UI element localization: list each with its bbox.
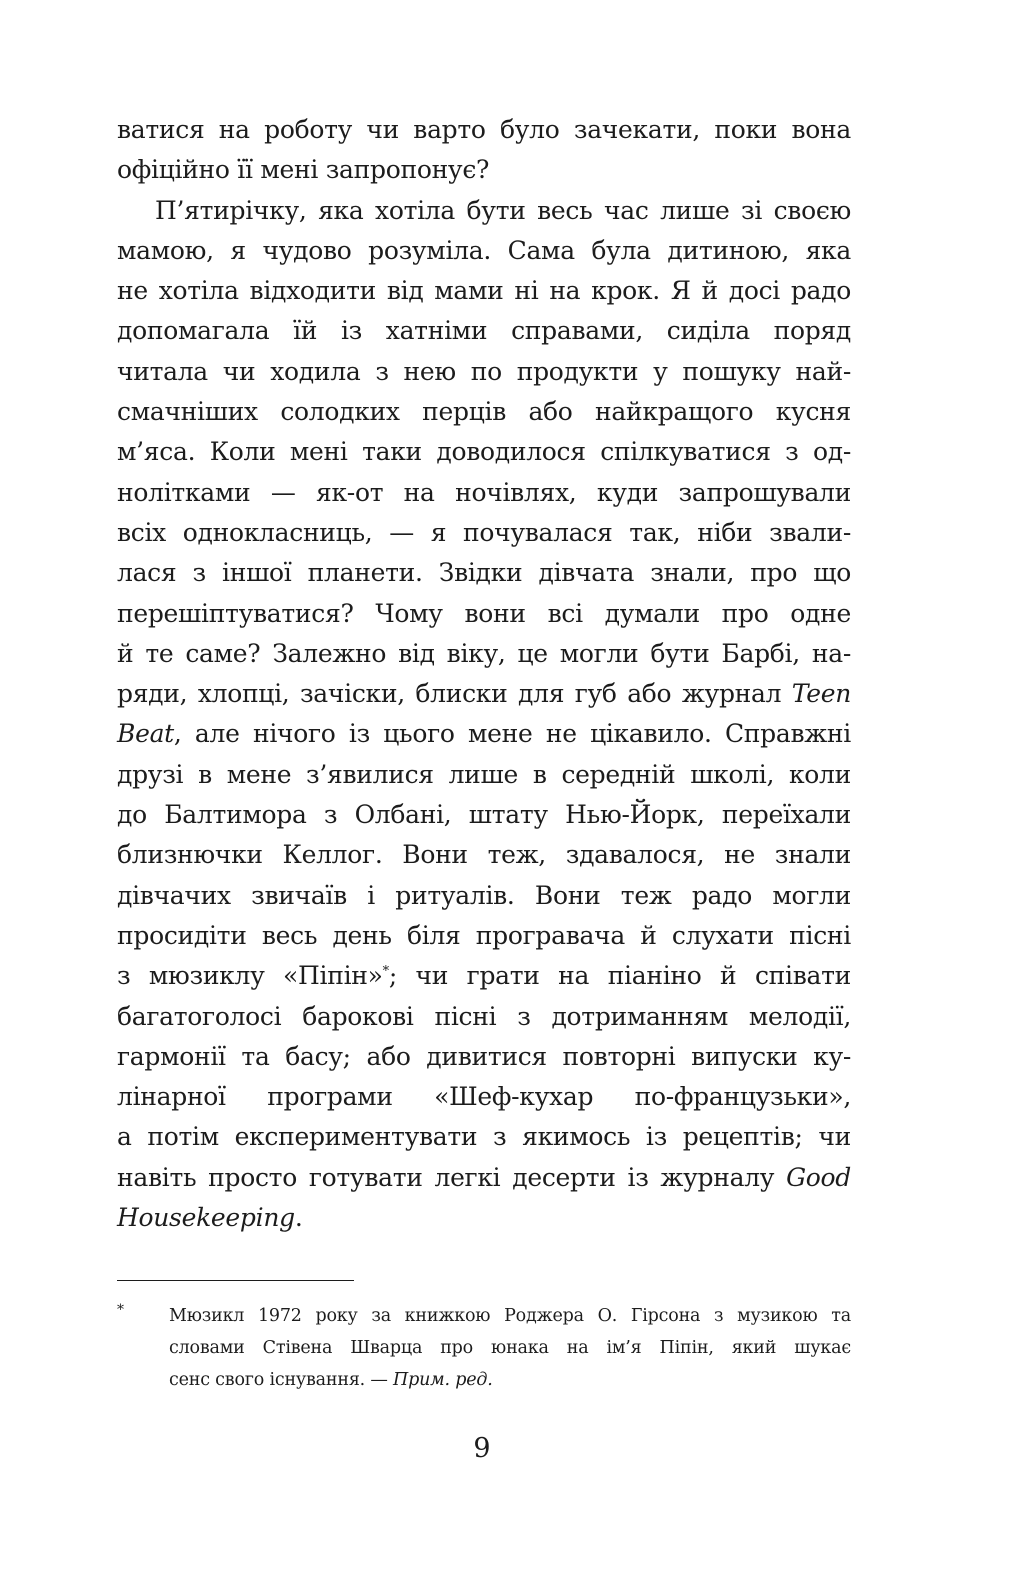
- footnote-line: Мюзикл 1972 року за книжкою Роджера О. Гірсона з музикою та: [169, 1306, 851, 1326]
- text-line: [117, 674, 851, 714]
- text-line: [117, 1198, 851, 1238]
- text-segment: .: [294, 1203, 303, 1233]
- text-line: близнючки Келлог. Вони теж, здавалося, не знали: [117, 840, 851, 870]
- text-line: нолітками — як-от на ночівлях, куди запрошували: [117, 477, 851, 507]
- text-segment: , але нічого із цього мене не цікавило. Справжні: [173, 719, 851, 749]
- text-line: дівчачих звичаїв і ритуалів. Вони теж радо могли: [117, 880, 851, 910]
- text-line: м’яса. Коли мені таки доводилося спілкуватися з од-: [117, 437, 851, 467]
- text-line: всіх однокласниць, — я почувалася так, ніби звали-: [117, 517, 851, 547]
- text-line: допомагала їй із хатніми справами, сиділа поряд: [117, 316, 851, 346]
- text-line: а потім експериментувати з якимось із рецептів; чи: [117, 1122, 851, 1152]
- footnote-line: [169, 1364, 851, 1396]
- footnote-mark: *: [117, 1302, 124, 1318]
- text-line: друзі в мене з’явилися лише в середній школі, коли: [117, 759, 851, 789]
- text-line: багатоголосі барокові пісні з дотриманням мелодії,: [117, 1001, 851, 1031]
- text-line: [117, 1158, 851, 1198]
- italic-title: Beat: [117, 719, 174, 749]
- page-number: 9: [473, 1433, 491, 1464]
- text-segment: навіть просто готувати легкі десерти із журналу: [117, 1162, 775, 1192]
- text-line: гармонії та басу; або дивитися повторні випуски ку-: [117, 1041, 851, 1071]
- text-line: до Балтимора з Олбані, штату Нью-Йорк, переїхали: [117, 800, 851, 830]
- italic-title: Good: [786, 1162, 851, 1192]
- text-line: [117, 956, 851, 996]
- text-segment: сенс свого існування. —: [169, 1370, 394, 1390]
- footnote: [117, 1300, 851, 1396]
- editor-note: Прим. ред.: [393, 1370, 493, 1390]
- footnote-divider: [117, 1280, 354, 1281]
- text-line: лінарної програми «Шеф-кухар по-французьки»,: [117, 1082, 851, 1112]
- italic-title: Teen: [791, 679, 851, 709]
- text-line: не хотіла відходити від мами ні на крок. Я й досі радо: [117, 276, 851, 306]
- text-line: читала чи ходила з нею по продукти у пошуку най-: [117, 356, 851, 386]
- italic-title: Housekeeping: [117, 1203, 295, 1233]
- text-line: [117, 714, 851, 754]
- text-line: лася з іншої планети. Звідки дівчата знали, про що: [117, 558, 851, 588]
- text-segment: ряди, хлопці, зачіски, блиски для губ або журнал: [117, 679, 782, 709]
- text-line: й те саме? Залежно від віку, це могли бути Барбі, на-: [117, 638, 851, 668]
- text-line: П’ятирічку, яка хотіла бути весь час лише зі своєю: [155, 195, 851, 225]
- text-line: мамою, я чудово розуміла. Сама була дитиною, яка: [117, 235, 851, 265]
- text-segment: ; чи грати на піаніно й співати: [388, 961, 851, 991]
- text-line: просидіти весь день біля програвача й слухати пісні: [117, 920, 851, 950]
- text-segment: з мюзиклу «Піпін»: [117, 961, 383, 991]
- text-line: офіційно її мені запропонує?: [117, 155, 490, 185]
- text-line: смачніших солодких перців або найкращого кусня: [117, 397, 851, 427]
- text-line: ватися на роботу чи варто було зачекати, поки вона: [117, 115, 851, 144]
- text-line: перешіптуватися? Чому вони всі думали про одне: [117, 598, 851, 628]
- footnote-reference: *: [382, 964, 389, 980]
- main-text: [117, 110, 851, 1238]
- footnote-line: словами Стівена Шварца про юнака на ім’я Піпін, який шукає: [169, 1338, 851, 1358]
